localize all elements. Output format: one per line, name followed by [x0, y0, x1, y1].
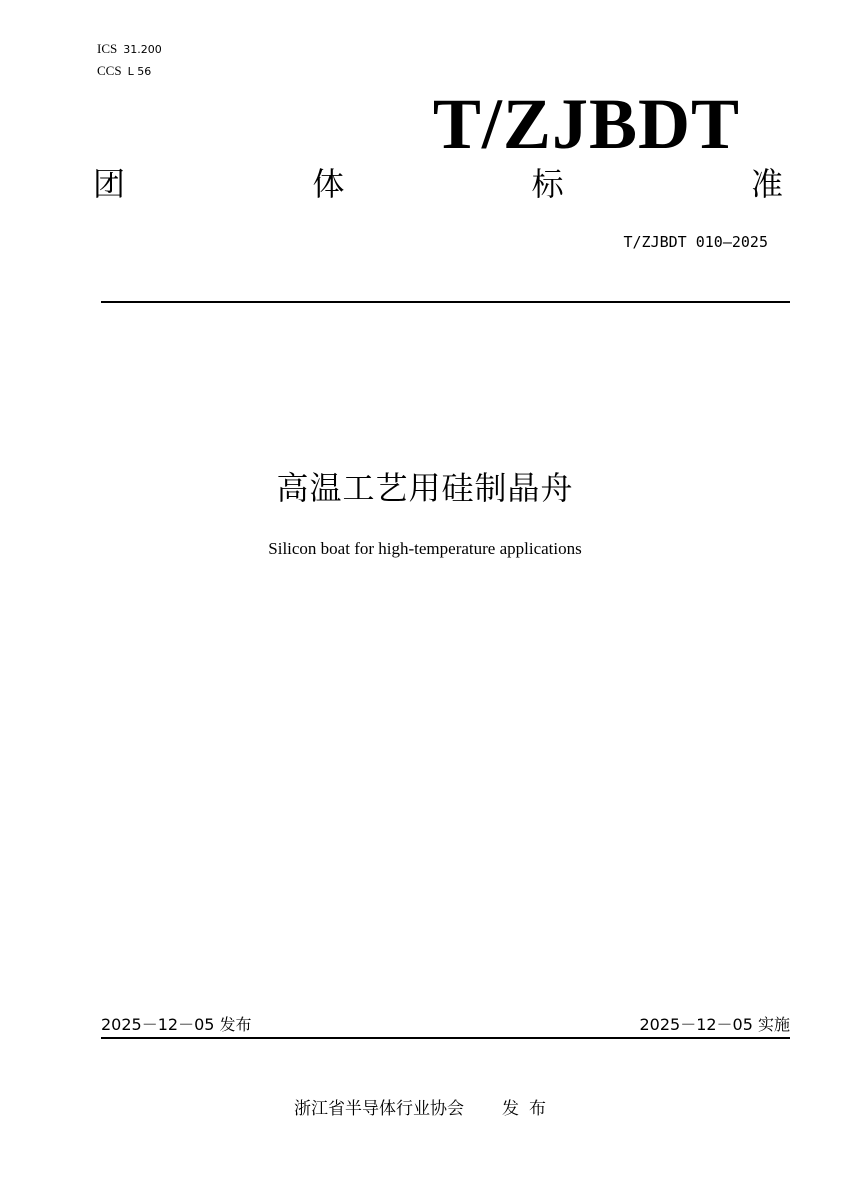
- ccs-code: [97, 64, 151, 79]
- publisher-action: 发布: [502, 1099, 556, 1119]
- title-chinese: 高温工艺用硅制晶舟: [276, 469, 574, 507]
- title-english: Silicon boat for high-temperature applications: [268, 539, 582, 558]
- footer-divider: [101, 1037, 790, 1039]
- ics-code: [97, 42, 162, 57]
- standard-type-char: 准: [750, 165, 783, 203]
- standard-type-char: 团: [93, 165, 126, 203]
- implementation-date: 2025－12－05 实施: [639, 1015, 790, 1034]
- standard-type-char: 体: [312, 165, 345, 203]
- header-divider: [101, 301, 790, 303]
- publisher: [0, 1097, 850, 1121]
- standard-type-char: 标: [531, 165, 564, 203]
- ics-value: 31.200: [123, 43, 162, 56]
- ccs-label: CCS: [97, 63, 122, 78]
- standard-logo: T/ZJBDT: [432, 84, 740, 164]
- ics-label: ICS: [97, 41, 118, 56]
- issue-date: 2025－12－05 发布: [101, 1015, 252, 1034]
- standard-type: [93, 164, 783, 204]
- publisher-name: 浙江省半导体行业协会: [294, 1099, 464, 1119]
- ccs-value: L 56: [127, 65, 152, 78]
- standard-number: T/ZJBDT 010—2025: [623, 233, 768, 251]
